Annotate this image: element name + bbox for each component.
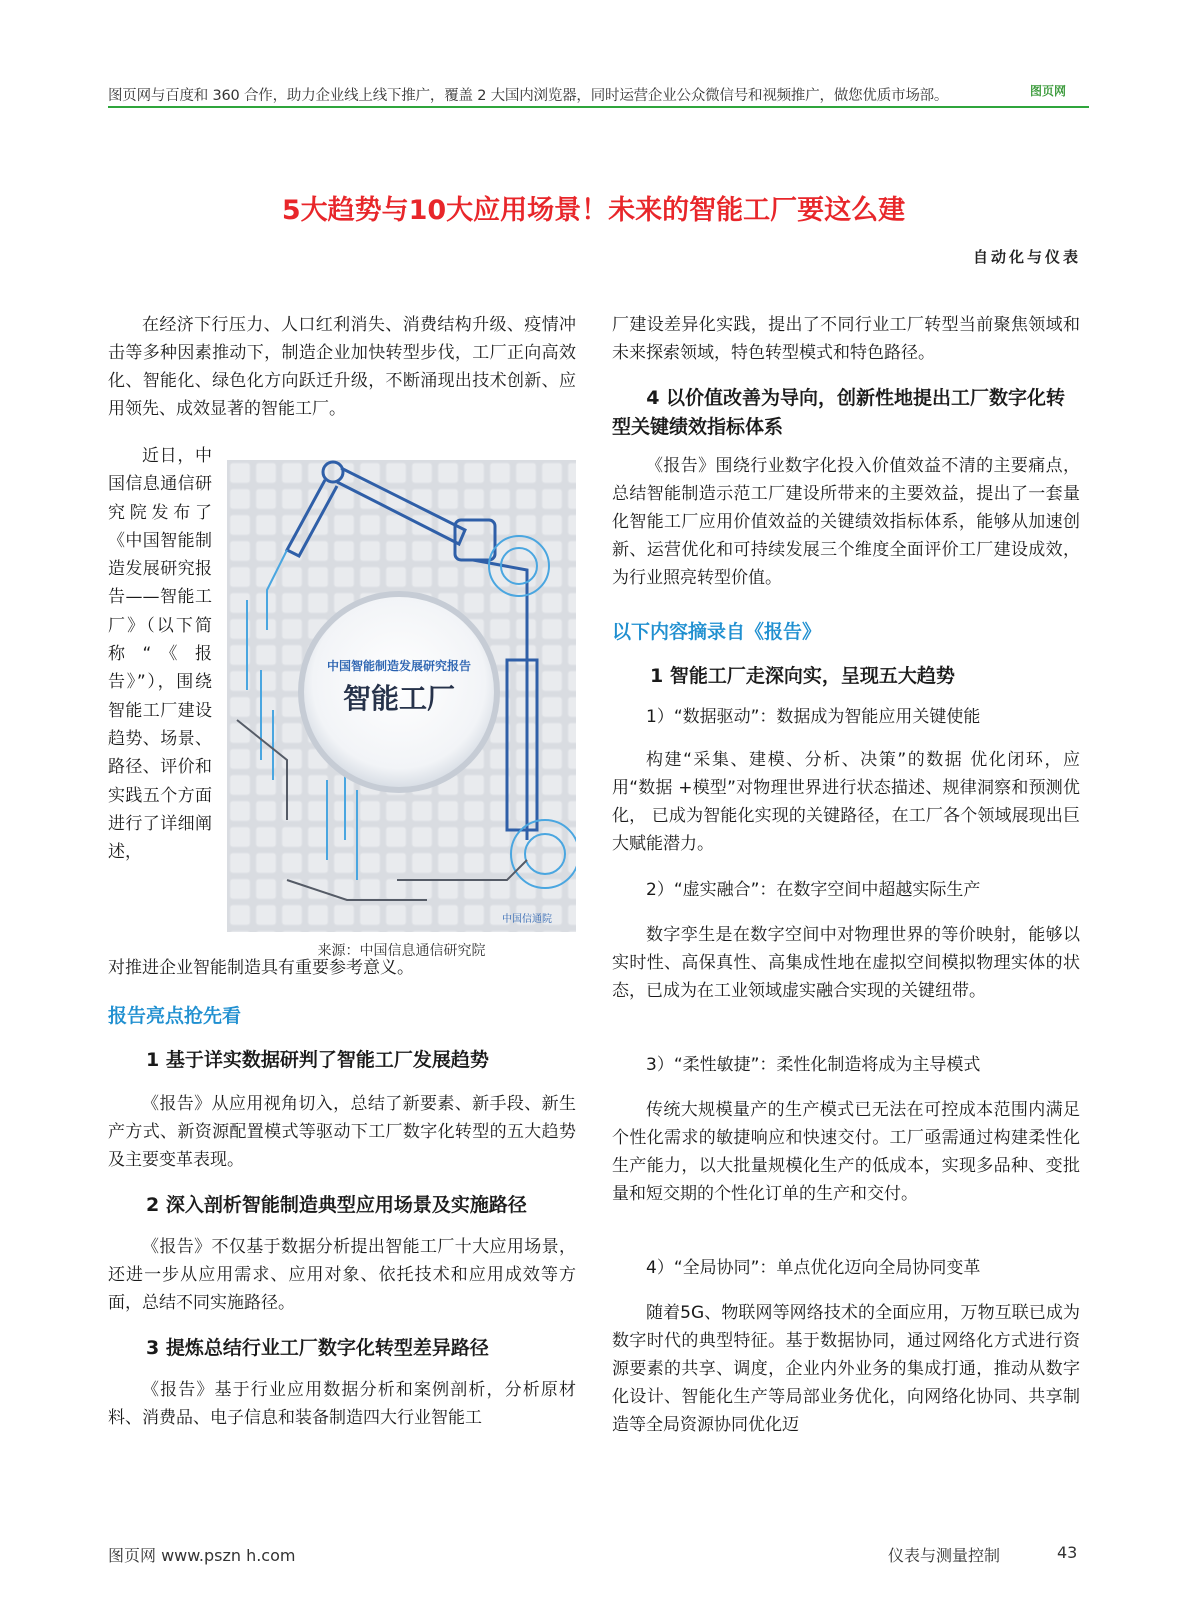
intro-paragraph-2 bbox=[108, 442, 212, 866]
paragraph-1: 《报告》从应用视角切入，总结了新要素、新手段、新生产方式、新资源配置模式等驱动下工厂数字化转型的五大趋势及主要变革表现。 bbox=[108, 1094, 576, 1170]
trend-4-text: 随着5G、物联网等网络技术的全面应用，万物互联已成为数字时代的典型特征。基于数据协同，通过网络化方式进行资源要素的共享、调度，企业内外业务的集成打通，推动从数字化设计、智能化生产等局部业务优化，向网络化协同、共享制造等全局资源协同优化迈 bbox=[612, 1303, 1080, 1435]
trend-2-heading: 2）“虚实融合”：在数字空间中超越实际生产 bbox=[646, 880, 981, 900]
footer-magazine: 仪表与测量控制 bbox=[888, 1546, 1001, 1565]
paragraph-4: 《报告》围绕行业数字化投入价值效益不清的主要痛点，总结智能制造示范工厂建设所带来的主要效益，提出了一套量化智能工厂应用价值效益的关键绩效指标体系，能够从加速创新、运营优化和可持续发展三个维度全面评价工厂建设成效，为行业照亮转型价值。 bbox=[612, 456, 1080, 588]
section-heading-highlights: 报告亮点抢先看 bbox=[108, 1005, 242, 1027]
cover-subtitle: 中国智能制造发展研究报告 bbox=[326, 659, 472, 673]
footer-website[interactable]: 图页网 www.pszn h.com bbox=[108, 1546, 296, 1565]
paragraph-2: 《报告》不仅基于数据分析提出智能工厂十大应用场景，还进一步从应用需求、应用对象、依托技术和应用成效等方面，总结不同实施路径。 bbox=[108, 1237, 576, 1313]
image-caption: 来源：中国信息通信研究院 bbox=[317, 943, 486, 959]
site-logo[interactable]: 图页网 bbox=[1030, 84, 1067, 98]
intro-paragraph: 在经济下行压力、人口红利消失、消费结构升级、疫情冲击等多种因素推动下，制造企业加快转型步伐，工厂正向高效化、智能化、绿色化方向跃迁升级，不断涌现出技术创新、应用领先、成效显著的智能工厂。 bbox=[108, 315, 576, 419]
paragraph-3-cont: 厂建设差异化实践，提出了不同行业工厂转型当前聚焦领域和未来探索领域，特色转型模式和特色路径。 bbox=[612, 315, 1080, 363]
trend-2-text: 数字孪生是在数字空间中对物理世界的等价映射，能够以实时性、高保真性、高集成性地在虚拟空间模拟物理实体的状态，已成为在工业领域虚实融合实现的关键纽带。 bbox=[612, 925, 1080, 1001]
heading-5: 1 智能工厂走深向实，呈现五大趋势 bbox=[650, 665, 955, 687]
heading-2: 2 深入剖析智能制造典型应用场景及实施路径 bbox=[146, 1194, 527, 1216]
intro-paragraph-2-tail: 对推进企业智能制造具有重要参考意义。 bbox=[108, 958, 414, 978]
report-cover-image bbox=[227, 460, 576, 932]
trend-4-heading: 4）“全局协同”：单点优化迈向全局协同变革 bbox=[646, 1258, 981, 1278]
heading-4: 4 以价值改善为导向，创新性地提出工厂数字化转型关键绩效指标体系 bbox=[612, 387, 1066, 438]
cover-logo: 中国信通院 bbox=[502, 914, 552, 925]
heading-3: 3 提炼总结行业工厂数字化转型差异路径 bbox=[146, 1337, 489, 1359]
paragraph-3: 《报告》基于行业应用数据分析和案例剖析，分析原材料、消费品、电子信息和装备制造四大行业智能工 bbox=[108, 1380, 576, 1428]
trend-3-heading: 3）“柔性敏捷”：柔性化制造将成为主导模式 bbox=[646, 1055, 981, 1075]
cover-title: 智能工厂 bbox=[342, 682, 456, 715]
trend-3-text: 传统大规模量产的生产模式已无法在可控成本范围内满足个性化需求的敏捷响应和快速交付。工厂亟需通过构建柔性化生产能力，以大批量规模化生产的低成本，实现多品种、变批量和短交期的个性化订单的生产和交付。 bbox=[612, 1100, 1080, 1204]
intro-paragraph-2-text: 近日，中国信息通信研究院发布了《中国智能制造发展研究报告——智能工厂》（以下简称“《报告》”），围绕智能工厂建设趋势、场景、路径、评价和实践五个方面进行了详细阐述， bbox=[108, 446, 212, 863]
trend-1-heading: 1）“数据驱动”：数据成为智能应用关键使能 bbox=[646, 707, 981, 727]
section-heading-excerpt: 以下内容摘录自《报告》 bbox=[612, 621, 822, 643]
banner-divider bbox=[108, 106, 1089, 108]
page-number: 43 bbox=[1057, 1543, 1078, 1562]
heading-1: 1 基于详实数据研判了智能工厂发展趋势 bbox=[146, 1049, 489, 1071]
magazine-name: 自动化与仪表 bbox=[972, 248, 1081, 266]
article-title: 5大趋势与10大应用场景！未来的智能工厂要这么建 bbox=[281, 195, 906, 227]
top-banner-text: 图页网与百度和 360 合作，助力企业线上线下推广，覆盖 2 大国内浏览器，同时运营企业公众微信号和视频推广，做您优质市场部。 bbox=[108, 88, 949, 104]
trend-1-text: 构建“采集、建模、分析、决策”的数据 优化闭环，应用“数据 +模型”对物理世界进行状态描述、规律洞察和预测优化， 已成为智能化实现的关键路径，在工厂各个领域展现出巨大赋能潜力。 bbox=[612, 750, 1080, 854]
